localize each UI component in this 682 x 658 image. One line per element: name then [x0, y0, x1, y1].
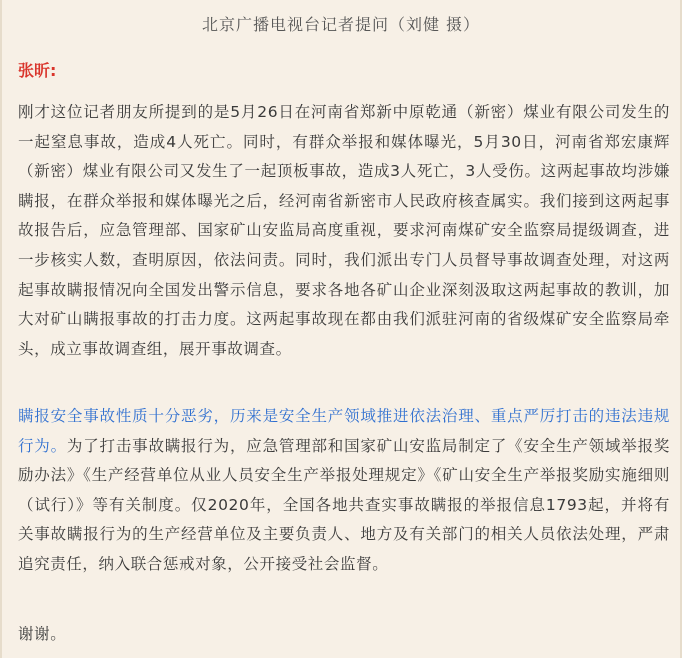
highlighted-statement: 瞒报安全事故性质十分恶劣，历来是安全生产领域推进依法治理、重点严厉打击的违法违规行为。	[18, 407, 670, 455]
paragraph-2-body: 为了打击事故瞒报行为，应急管理部和国家矿山安监局制定了《安全生产领域举报奖励办法》《生产经营单位从业人员安全生产举报处理规定》《矿山安全生产举报奖励实施细则（试行）》等有关制度。仅2020年，全国各地共查实事故瞒报的举报信息1793起，并将有关事故瞒报行为的生产经营单位及主要负责人、地方及有关部门的相关人员依法处理，严肃追究责任，纳入联合惩戒对象，公开接受社会监督。	[18, 436, 670, 573]
speaker-name: 张昕:	[18, 61, 57, 80]
photo-caption: 北京广播电视台记者提问（刘健 摄）	[201, 15, 481, 34]
closing-thanks: 谢谢。	[18, 625, 67, 643]
answer-paragraph-2	[18, 402, 670, 580]
answer-paragraph-1: 刚才这位记者朋友所提到的是5月26日在河南省郑新中原乾通（新密）煤业有限公司发生的一起窒息事故，造成4人死亡。同时，有群众举报和媒体曝光，5月30日，河南省郑宏康辉（新密）煤业有限公司又发生了一起顶板事故，造成3人死亡，3人受伤。这两起事故均涉嫌瞒报，在群众举报和媒体曝光之后，经河南省新密市人民政府核查属实。我们接到这两起事故报告后，应急管理部、国家矿山安监局高度重视，要求河南煤矿安全监察局提级调查，进一步核实人数，查明原因，依法问责。同时，我们派出专门人员督导事故调查处理，对这两起事故瞒报情况向全国发出警示信息，要求各地各矿山企业深刻汲取这两起事故的教训，加大对矿山瞒报事故的打击力度。这两起事故现在都由我们派驻河南的省级煤矿安全监察局牵头，成立事故调查组，展开事故调查。	[18, 103, 670, 358]
